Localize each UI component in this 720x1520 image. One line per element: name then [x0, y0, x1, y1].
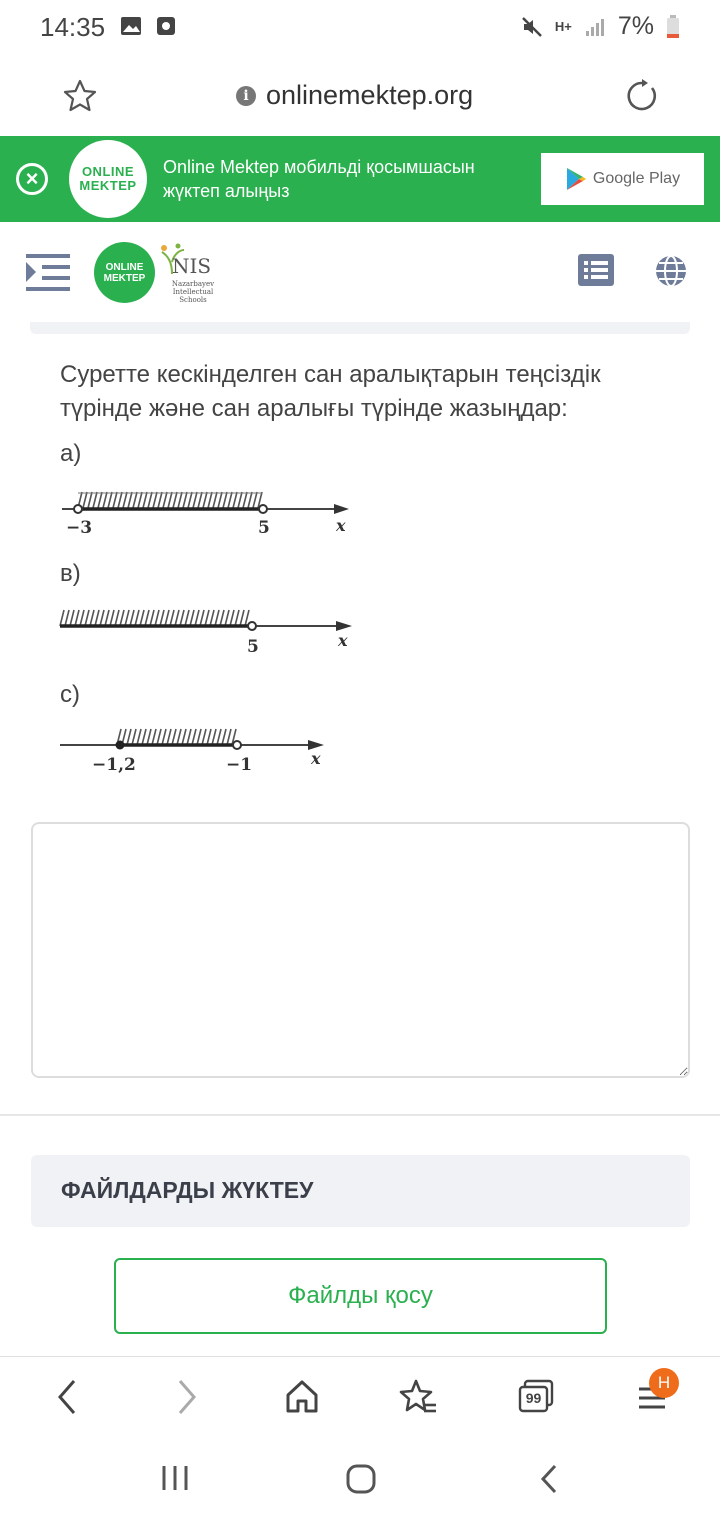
system-back-icon[interactable]: [536, 1462, 562, 1496]
nis-logo: [158, 242, 218, 304]
back-icon[interactable]: [52, 1377, 82, 1417]
mute-icon: [521, 16, 543, 38]
open-point: [74, 505, 82, 513]
question-text: Суретте кескінделген сан аралықтарын теңсіздік түрінде және сан аралығы түрінде жазыңдар:: [60, 361, 601, 422]
file-upload-section: [31, 1155, 690, 1227]
content-card-top: [30, 322, 690, 334]
forward-icon[interactable]: [172, 1377, 202, 1417]
notification-badge: H: [649, 1368, 679, 1398]
list-view-icon[interactable]: [578, 254, 614, 286]
nis-subtitle: Nazarbayev Intellectual Schools: [171, 280, 215, 304]
online-mektep-logo: ONLINE MEKTEP: [69, 140, 147, 218]
browser-url-bar: [0, 56, 720, 136]
open-point: [233, 741, 241, 749]
bookmark-star-icon[interactable]: [62, 78, 98, 114]
open-point: [259, 505, 267, 513]
axis-label: x: [311, 749, 321, 768]
google-play-button[interactable]: Google Play: [541, 153, 704, 205]
hatching: [78, 492, 262, 508]
axis-label: x: [336, 516, 346, 535]
axis-arrow: [334, 504, 349, 514]
tick-label: 5: [258, 518, 270, 538]
item-label-a: а): [60, 440, 82, 467]
system-navigation-bar: [0, 1440, 720, 1520]
file-upload-title: ФАЙЛДАРДЫ ЖҮКТЕУ: [61, 1177, 314, 1203]
home-button-icon[interactable]: [344, 1462, 378, 1496]
battery-icon: [666, 15, 680, 39]
reload-icon[interactable]: [624, 78, 660, 114]
app-install-banner: [0, 136, 720, 222]
site-header: [0, 222, 720, 326]
url-text: onlinemektep.org: [266, 80, 474, 110]
axis-label: x: [338, 631, 348, 650]
tabs-count: 99: [525, 1390, 542, 1406]
site-info-icon[interactable]: i: [236, 86, 256, 106]
status-time: 14:35: [40, 12, 106, 42]
tabs-icon[interactable]: [518, 1377, 554, 1417]
network-type: H+: [554, 18, 572, 34]
bookmarks-icon[interactable]: [398, 1377, 438, 1417]
home-icon[interactable]: [284, 1377, 320, 1417]
add-file-button[interactable]: Файлды қосу: [114, 1258, 607, 1334]
signal-icon: [584, 17, 606, 37]
browser-toolbar: [0, 1356, 720, 1440]
status-bar: [0, 0, 720, 56]
online-mektep-logo[interactable]: ONLINE MEKTEP: [94, 242, 155, 303]
address-field[interactable]: [236, 80, 473, 111]
closed-point: [116, 741, 125, 750]
tick-label: −3: [66, 518, 93, 538]
language-globe-icon[interactable]: [654, 254, 688, 288]
gallery-icon: [120, 16, 142, 36]
tick-label: −1: [226, 755, 253, 775]
nis-title: NIS: [172, 254, 212, 278]
section-divider: [0, 1114, 720, 1116]
item-label-b: в): [60, 560, 81, 587]
google-play-icon: [565, 167, 587, 191]
number-line-b: [0, 598, 370, 662]
open-point: [248, 622, 256, 630]
banner-message: Online Mektep мобильді қосымшасын жүктеп алыңыз: [163, 157, 475, 201]
tick-label: −1,2: [92, 755, 136, 775]
axis-arrow: [336, 621, 352, 631]
tick-label: 5: [247, 637, 259, 657]
recent-apps-icon[interactable]: [160, 1462, 190, 1494]
battery-percent: 7%: [617, 12, 654, 40]
hatching: [60, 610, 249, 626]
number-line-a: [0, 478, 370, 542]
answer-textarea[interactable]: [31, 822, 690, 1078]
item-label-c: с): [60, 681, 80, 708]
screen-record-icon: [156, 16, 176, 36]
number-line-c: [0, 718, 370, 782]
menu-icon[interactable]: [26, 252, 70, 292]
close-banner-icon[interactable]: ×: [16, 163, 48, 195]
hatching: [117, 729, 236, 745]
